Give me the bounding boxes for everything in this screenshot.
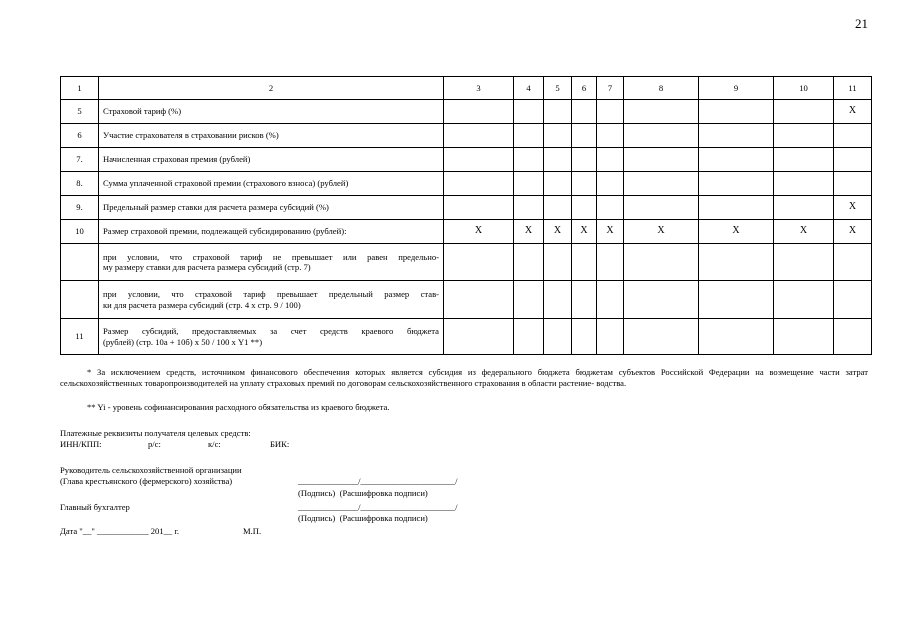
row-number: 10 [61, 220, 99, 244]
cell [597, 100, 624, 124]
cell [544, 148, 572, 172]
cell [834, 172, 872, 196]
cell [444, 244, 514, 281]
table-row [61, 100, 872, 124]
row-label-line: Размер субсидий, предоставляемых за счет средств краевого бюджета [103, 326, 439, 336]
cell [774, 319, 834, 355]
row-label: Страховой тариф (%) [99, 100, 444, 124]
cell [444, 172, 514, 196]
cell [514, 281, 544, 319]
cell [597, 148, 624, 172]
cell [572, 124, 597, 148]
table-header-row [61, 77, 872, 100]
rs-label: р/с: [148, 439, 161, 449]
head-title-line1: Руководитель сельскохозяйственной организации [60, 465, 242, 475]
table-row [61, 319, 872, 355]
cell [544, 100, 572, 124]
cell [514, 148, 544, 172]
stamp-place: М.П. [243, 526, 262, 536]
cell [597, 172, 624, 196]
cell [597, 124, 624, 148]
requisites-title: Платежные реквизиты получателя целевых средств: [60, 428, 251, 438]
row-label-line: при условии, что страховой тариф не превышает или равен предельно- [103, 251, 439, 262]
table-row [61, 220, 872, 244]
row-label-line: ки для расчета размера субсидий (стр. 4 х стр. 9 / 100) [103, 299, 301, 310]
table-row [61, 281, 872, 319]
page-number: 21 [855, 16, 868, 31]
cell [572, 100, 597, 124]
cell: X [834, 196, 872, 220]
cell [699, 148, 774, 172]
row-label [99, 281, 444, 319]
cell [444, 100, 514, 124]
header-cell: 8 [624, 77, 699, 100]
header-cell: 10 [774, 77, 834, 100]
cell [834, 124, 872, 148]
cell: X [834, 220, 872, 244]
row-label: Начисленная страховая премия (рублей) [99, 148, 444, 172]
cell [544, 319, 572, 355]
cell [597, 281, 624, 319]
cell [544, 281, 572, 319]
cell [444, 148, 514, 172]
cell [624, 100, 699, 124]
cell [624, 244, 699, 281]
cell [699, 319, 774, 355]
cell [572, 172, 597, 196]
cell [699, 244, 774, 281]
cell [699, 196, 774, 220]
cell [699, 124, 774, 148]
cell [444, 196, 514, 220]
header-cell: 4 [514, 77, 544, 100]
row-number: 6 [61, 124, 99, 148]
cell [699, 100, 774, 124]
cell [544, 172, 572, 196]
cell [624, 196, 699, 220]
row-label-line: му размеру ставки для расчета размера субсидий (стр. 7) [103, 262, 311, 272]
row-number: 8. [61, 172, 99, 196]
table-row [61, 244, 872, 281]
cell [514, 172, 544, 196]
cell [834, 281, 872, 319]
cell [572, 244, 597, 281]
header-cell: 1 [61, 77, 99, 100]
row-label: Участие страхователя в страховании рисков (%) [99, 124, 444, 148]
cell: X [572, 220, 597, 244]
cell [774, 281, 834, 319]
cell [597, 196, 624, 220]
cell [544, 124, 572, 148]
row-number [61, 281, 99, 319]
cell: X [597, 220, 624, 244]
data-table [60, 76, 872, 355]
cell: X [699, 220, 774, 244]
cell [514, 319, 544, 355]
row-label [99, 244, 444, 281]
ks-label: к/с: [208, 439, 221, 449]
footnote-star-text: * За исключением средств, источником финансового обеспечения которых является субсидия из федерального бюджета бюджетам субъектов Российской Федерации на возмещение части затрат сельскохозяйственных товаропроизводителей на уплату страховых премий по договорам сельскохозяйственного страхования в области растение- водства. [60, 367, 868, 388]
cell [572, 196, 597, 220]
row-label: Сумма уплаченной страховой премии (страхового взноса) (рублей) [99, 172, 444, 196]
bik-label: БИК: [270, 439, 290, 449]
header-cell: 2 [99, 77, 444, 100]
cell [774, 172, 834, 196]
cell [514, 100, 544, 124]
signature-caption-accountant: (Подпись) (Расшифровка подписи) [298, 513, 428, 523]
date-line: Дата "__" ____________ 201__ г. [60, 526, 180, 536]
cell [774, 124, 834, 148]
cell [514, 244, 544, 281]
cell [774, 244, 834, 281]
header-cell: 5 [544, 77, 572, 100]
signature-line-accountant: ______________/______________________/ [298, 502, 458, 512]
table-row [61, 172, 872, 196]
row-number [61, 244, 99, 281]
cell [572, 319, 597, 355]
cell [624, 319, 699, 355]
table-row [61, 196, 872, 220]
header-cell: 9 [699, 77, 774, 100]
cell [572, 281, 597, 319]
cell [572, 148, 597, 172]
cell [699, 281, 774, 319]
cell [774, 148, 834, 172]
row-number: 9. [61, 196, 99, 220]
head-title-line2: (Глава крестьянского (фермерского) хозяйства) [60, 476, 233, 486]
row-label-line: (рублей) (стр. 10а + 10б) х 50 / 100 х Y1 **) [103, 336, 263, 347]
table-row [61, 124, 872, 148]
row-label-line: при условии, что страховой тариф превышает предельный размер став- [103, 289, 439, 299]
inn-label: ИНН/КПП: [60, 439, 102, 449]
row-label [99, 319, 444, 355]
cell [544, 196, 572, 220]
cell [699, 172, 774, 196]
footnote-star [60, 367, 868, 389]
cell [834, 244, 872, 281]
cell: X [544, 220, 572, 244]
cell [597, 244, 624, 281]
cell [834, 319, 872, 355]
cell: X [774, 220, 834, 244]
cell [624, 148, 699, 172]
cell [544, 244, 572, 281]
cell [597, 319, 624, 355]
row-number: 11 [61, 319, 99, 355]
cell [444, 124, 514, 148]
cell: X [834, 100, 872, 124]
cell [774, 100, 834, 124]
footnote-star2-text: ** Yi - уровень софинансирования расходного обязательства из краевого бюджета. [87, 402, 390, 412]
cell [444, 281, 514, 319]
accountant-title: Главный бухгалтер [60, 502, 130, 512]
row-label: Размер страховой премии, подлежащей субсидированию (рублей): [99, 220, 444, 244]
cell: X [514, 220, 544, 244]
header-cell: 3 [444, 77, 514, 100]
cell [514, 196, 544, 220]
cell [624, 281, 699, 319]
row-number: 7. [61, 148, 99, 172]
signature-caption-head: (Подпись) (Расшифровка подписи) [298, 488, 428, 498]
cell [774, 196, 834, 220]
row-label: Предельный размер ставки для расчета размера субсидий (%) [99, 196, 444, 220]
row-number: 5 [61, 100, 99, 124]
cell [834, 148, 872, 172]
cell [624, 172, 699, 196]
cell [444, 319, 514, 355]
cell [514, 124, 544, 148]
header-cell: 11 [834, 77, 872, 100]
cell: X [624, 220, 699, 244]
cell: X [444, 220, 514, 244]
header-cell: 6 [572, 77, 597, 100]
cell [624, 124, 699, 148]
signature-line-head: ______________/______________________/ [298, 476, 458, 486]
table-row [61, 148, 872, 172]
footnote-star2 [60, 402, 868, 413]
header-cell: 7 [597, 77, 624, 100]
